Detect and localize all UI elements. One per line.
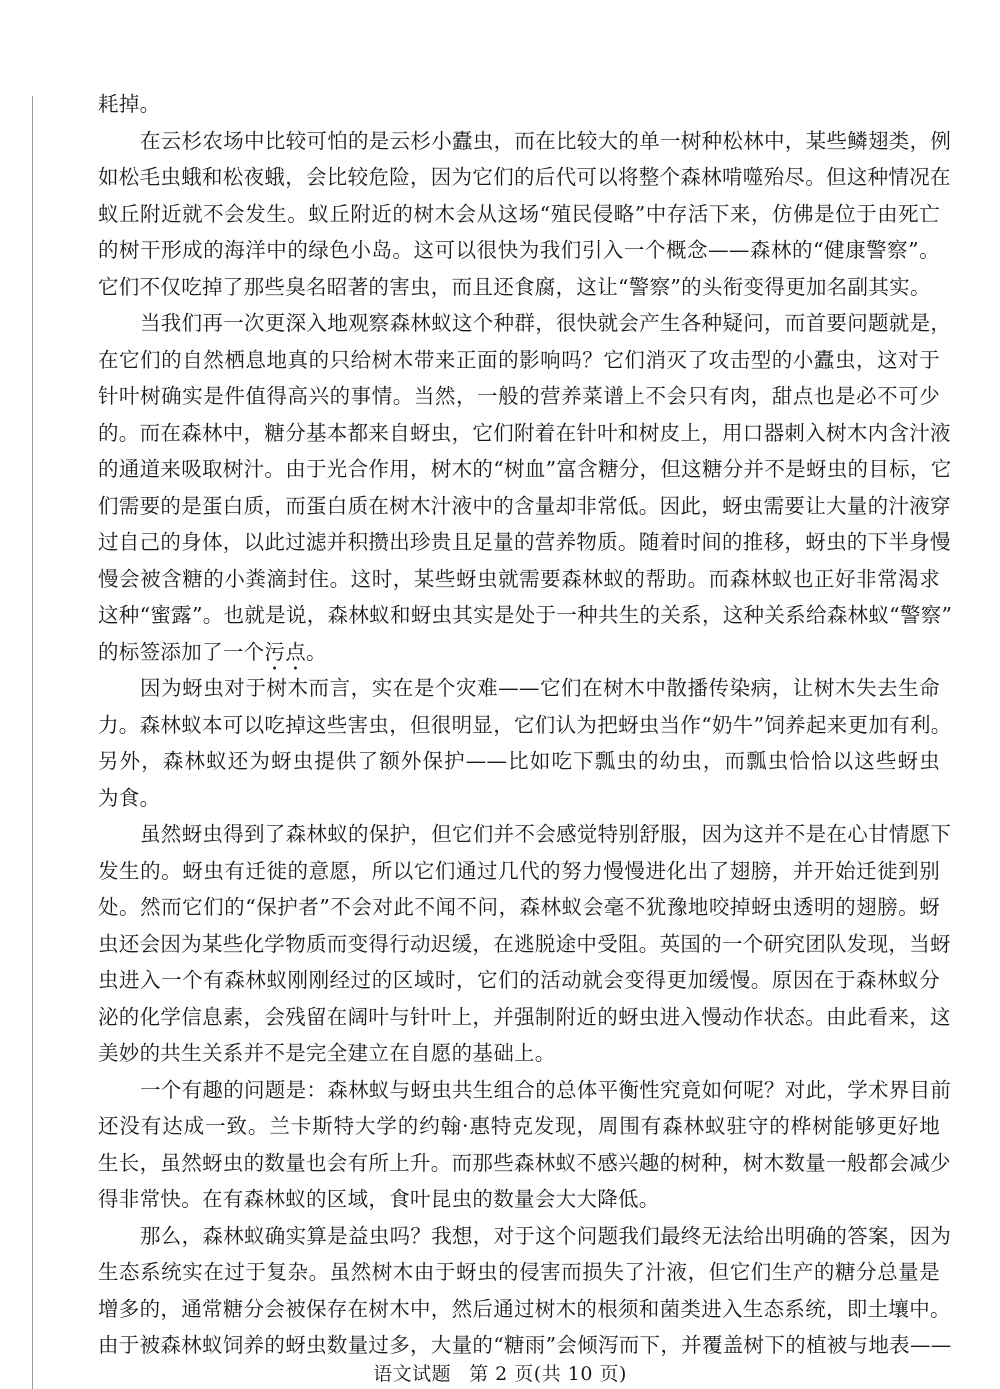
text-line: 那么，森林蚁确实算是益虫吗？我想，对于这个问题我们最终无法给出明确的答案，因为 xyxy=(140,1223,952,1248)
text-line: 发生的。蚜虫有迁徙的意愿，所以它们通过几代的努力慢慢进化出了翅膀，并开始迁徙到别 xyxy=(98,858,940,883)
marked-line-before: 的标签添加了一个 xyxy=(98,639,265,664)
text-line: 得非常快。在有森林蚁的区域，食叶昆虫的数量会大大降低。 xyxy=(98,1187,660,1211)
text-line: 美妙的共生关系并不是完全建立在自愿的基础上。 xyxy=(98,1041,556,1065)
text-line: 们需要的是蛋白质，而蛋白质在树木汁液中的含量却非常低。因此，蚜虫需要让大量的汁液穿 xyxy=(98,493,951,518)
text-line: 如松毛虫蛾和松夜蛾，会比较危险，因为它们的后代可以将整个森林啃噬殆尽。但这种情况在 xyxy=(98,165,951,189)
marked-line-after: 。 xyxy=(306,639,327,664)
text-line: 在云杉农场中比较可怕的是云杉小蠹虫，而在比较大的单一树种松林中，某些鳞翅类，例 xyxy=(140,128,952,153)
text-line: 当我们再一次更深入地观察森林蚁这个种群，很快就会产生各种疑问，而首要问题就是， xyxy=(140,311,952,335)
text-line: 为食。 xyxy=(98,785,161,810)
text-line: 另外，森林蚁还为蚜虫提供了额外保护——比如吃下瓢虫的幼虫，而瓢虫恰恰以这些蚜虫 xyxy=(98,749,940,773)
text-line: 这种“蜜露”。也就是说，森林蚁和蚜虫其实是处于一种共生的关系，这种关系给森林蚁“警察” xyxy=(98,603,953,627)
binding-margin-rule xyxy=(32,96,33,1389)
text-line: 由于被森林蚁饲养的蚜虫数量过多，大量的“糖雨”会倾泻而下，并覆盖树下的植被与地表—— xyxy=(98,1333,952,1357)
footer-subject: 语文试题 xyxy=(373,1363,452,1385)
text-line: 增多的，通常糖分会被保存在树木中，然后通过树木的根须和菌类进入生态系统，即土壤中。 xyxy=(98,1296,951,1321)
dotted-phrase: 污点 xyxy=(264,639,307,664)
page-footer xyxy=(0,1362,1000,1386)
footer-page-number: 第 2 页(共 10 页) xyxy=(469,1363,627,1385)
text-line: 蚁丘附近就不会发生。蚁丘附近的树木会从这场“殖民侵略”中存活下来，仿佛是位于由死亡 xyxy=(98,201,940,226)
text-line: 针叶树确实是件值得高兴的事情。当然，一般的营养菜谱上不会只有肉，甜点也是必不可少 xyxy=(98,384,940,408)
text-line: 虽然蚜虫得到了森林蚁的保护，但它们并不会感觉特别舒服，因为这并不是在心甘情愿下 xyxy=(140,822,952,846)
text-line: 虫进入一个有森林蚁刚刚经过的区域时，它们的活动就会变得更加缓慢。原因在于森林蚁分 xyxy=(98,968,940,992)
text-line: 过自己的身体，以此过滤并积攒出珍贵且足量的营养物质。随着时间的推移，蚜虫的下半身慢 xyxy=(98,530,951,554)
text-line: 的树干形成的海洋中的绿色小岛。这可以很快为我们引入一个概念——森林的“健康警察”。 xyxy=(98,238,940,262)
text-line: 它们不仅吃掉了那些臭名昭著的害虫，而且还食腐，这让“警察”的头衔变得更加名副其实。 xyxy=(98,274,931,299)
text-line: 在它们的自然栖息地真的只给树木带来正面的影响吗？它们消灭了攻击型的小蠹虫，这对于 xyxy=(98,347,940,372)
article-body xyxy=(98,86,953,1364)
text-line: 耗掉。 xyxy=(98,92,161,116)
text-line: 慢会被含糖的小粪滴封住。这时，某些蚜虫就需要森林蚁的帮助。而森林蚁也正好非常渴求 xyxy=(98,566,940,591)
text-line: 一个有趣的问题是：森林蚁与蚜虫共生组合的总体平衡性究竟如何呢？对此，学术界目前 xyxy=(140,1077,952,1102)
text-line-with-marked-phrase xyxy=(98,634,940,671)
text-line: 处。然而它们的“保护者”不会对此不闻不问，森林蚁会毫不犹豫地咬掉蚜虫透明的翅膀。蚜 xyxy=(98,895,940,919)
text-line: 力。森林蚁本可以吃掉这些害虫，但很明显，它们认为把蚜虫当作“奶牛”饲养起来更加有利。 xyxy=(98,712,952,737)
text-line: 因为蚜虫对于树木而言，实在是个灾难——它们在树木中散播传染病，让树木失去生命 xyxy=(140,676,940,700)
text-line: 还没有达成一致。兰卡斯特大学的约翰·惠特克发现，周围有森林蚁驻守的桦树能够更好地 xyxy=(98,1114,940,1138)
text-line: 生长，虽然蚜虫的数量也会有所上升。而那些森林蚁不感兴趣的树种，树木数量一般都会减少 xyxy=(98,1150,951,1175)
text-line: 泌的化学信息素，会残留在阔叶与针叶上，并强制附近的蚜虫进入慢动作状态。由此看来，这 xyxy=(98,1004,951,1029)
text-line: 的通道来吸取树汁。由于光合作用，树木的“树血”富含糖分，但这糖分并不是蚜虫的目标，它 xyxy=(98,457,952,481)
text-line: 生态系统实在过于复杂。虽然树木由于蚜虫的侵害而损失了汁液，但它们生产的糖分总量是 xyxy=(98,1260,940,1284)
text-line: 的。而在森林中，糖分基本都来自蚜虫，它们附着在针叶和树皮上，用口器刺入树木内含汁液 xyxy=(98,420,951,445)
text-line: 虫还会因为某些化学物质而变得行动迟缓，在逃脱途中受阻。英国的一个研究团队发现，当蚜 xyxy=(98,931,951,956)
